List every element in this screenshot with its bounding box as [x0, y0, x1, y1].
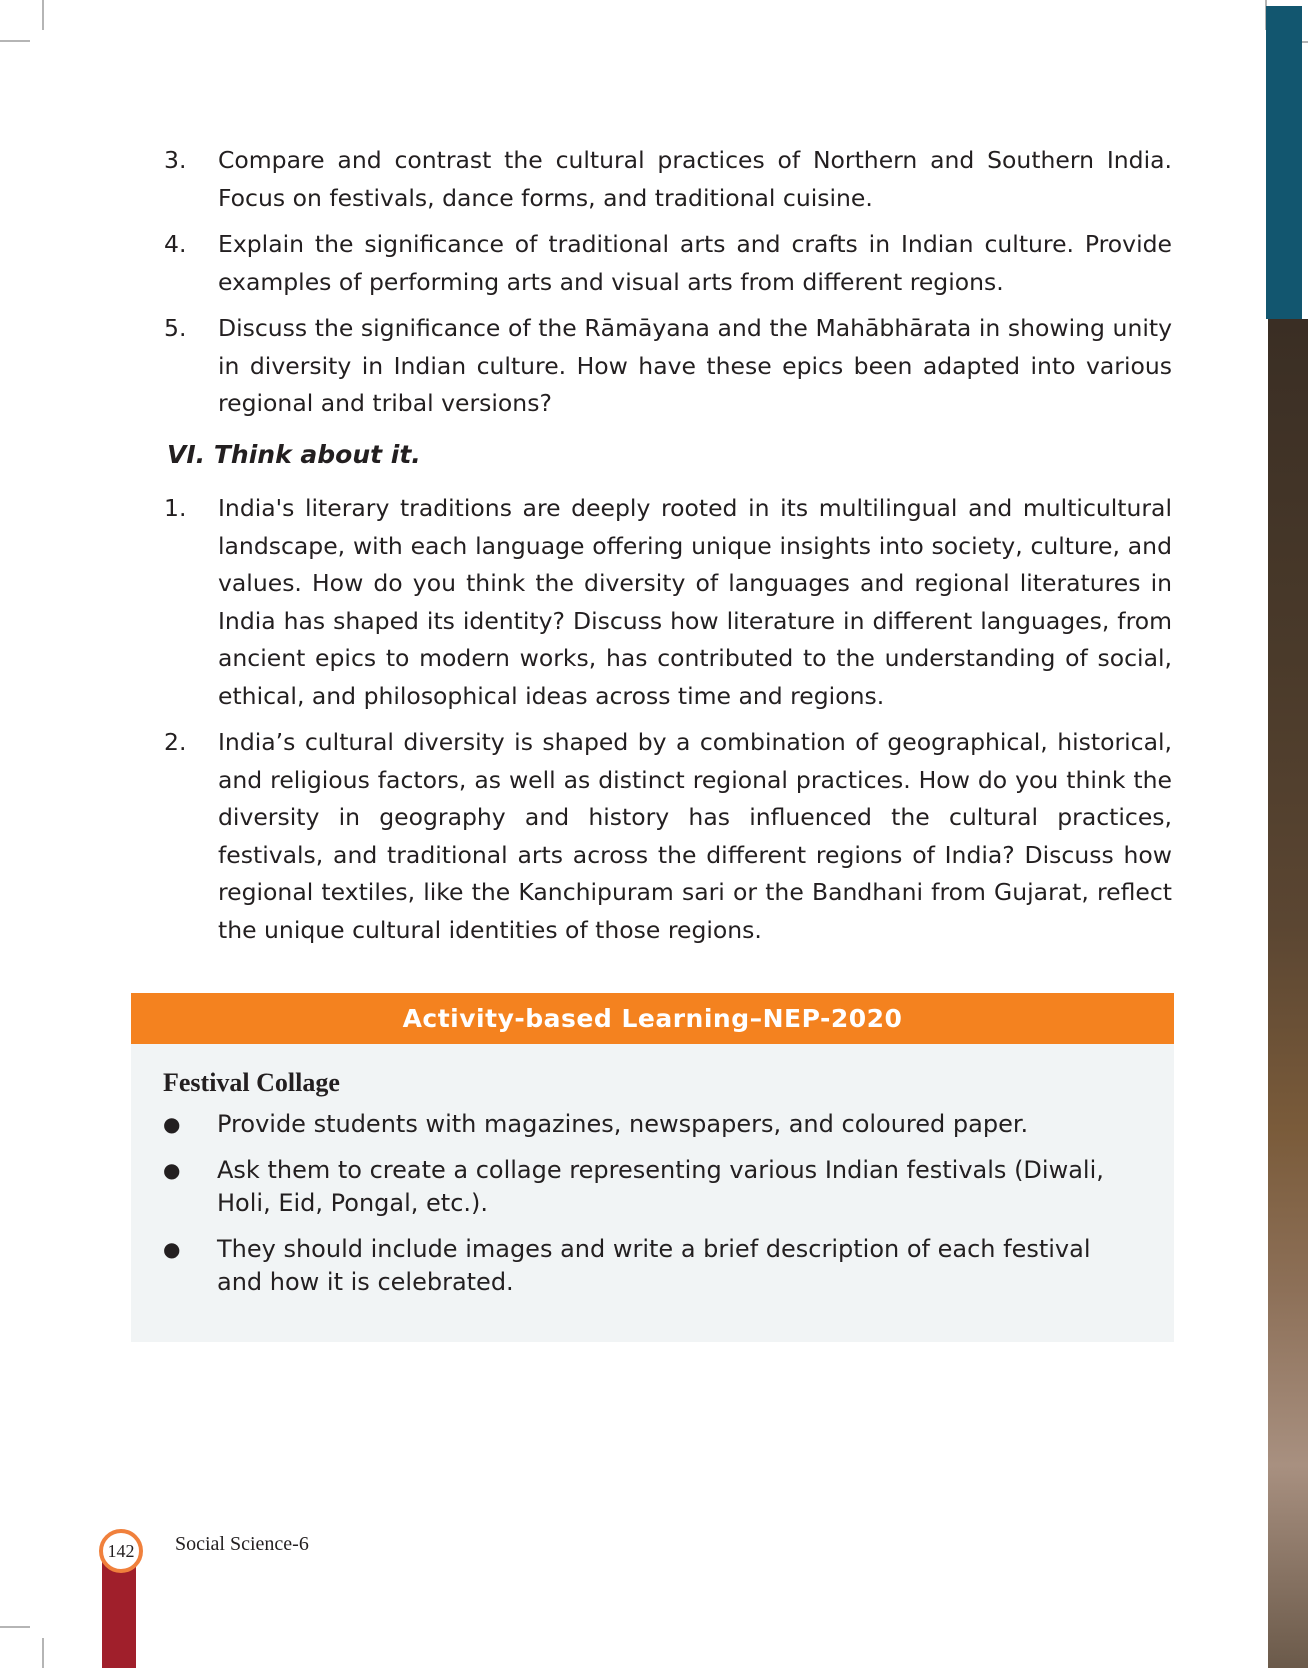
bullet-item: ● Provide students with magazines, newspapers, and coloured paper.: [163, 1108, 1123, 1141]
crop-mark: [0, 40, 30, 42]
question-item: 4. Explain the significance of traditional arts and crafts in Indian culture. Provide examples of performing arts and visual arts from different regions.: [164, 230, 1172, 296]
activity-title: Festival Collage: [163, 1068, 340, 1097]
crop-mark: [42, 0, 44, 30]
bullet-item: ● They should include images and write a brief description of each festival and how it is celebrated.: [163, 1233, 1123, 1299]
crop-mark: [42, 1638, 44, 1668]
think-item: 2. India’s cultural diversity is shaped by a combination of geographical, historical, and religious factors, as well as distinct regional practices. How do you think the diversity in geography and history has influenced the cultural practices, festivals, and traditional arts across the different regions of India? Discuss how regional textiles, like the Kanchipuram sari or the Bandhani from Gujarat, reflect the unique cultural identities of those regions.: [164, 728, 1172, 944]
bullet-icon: ●: [163, 1237, 181, 1261]
bullet-item: ● Ask them to create a collage representing various Indian festivals (Diwali, Holi, Eid, Pongal, etc.).: [163, 1154, 1123, 1220]
question-item: 3. Compare and contrast the cultural practices of Northern and Southern India. Focus on festivals, dance forms, and traditional cuisine.: [164, 146, 1172, 212]
side-photo-strip: [1268, 319, 1308, 1668]
crop-mark: [0, 1626, 30, 1628]
side-color-strip: [1266, 6, 1302, 319]
think-list: [164, 490, 1172, 958]
bullet-icon: ●: [163, 1112, 181, 1136]
page-number: 142: [99, 1529, 143, 1573]
activity-box: [131, 1044, 1174, 1342]
question-item: 5. Discuss the significance of the Rāmāyana and the Mahābhārata in showing unity in diversity in Indian culture. How have these epics been adapted into various regional and tribal versions?: [164, 314, 1172, 417]
activity-bullets: [163, 1108, 1123, 1312]
bullet-icon: ●: [163, 1158, 181, 1182]
section-heading: VI. Think about it.: [167, 440, 421, 469]
book-title: Social Science-6: [175, 1533, 309, 1555]
activity-banner: Activity-based Learning–NEP-2020: [131, 993, 1174, 1044]
think-item: 1. India's literary traditions are deeply rooted in its multilingual and multicultural landscape, with each language offering unique insights into society, culture, and values. How do you think the diversity of languages and regional literatures in India has shaped its identity? Discuss how literature in different languages, from ancient epics to modern works, has contributed to the understanding of social, ethical, and philosophical ideas across time and regions.: [164, 494, 1172, 710]
questions-list: [164, 142, 1172, 432]
